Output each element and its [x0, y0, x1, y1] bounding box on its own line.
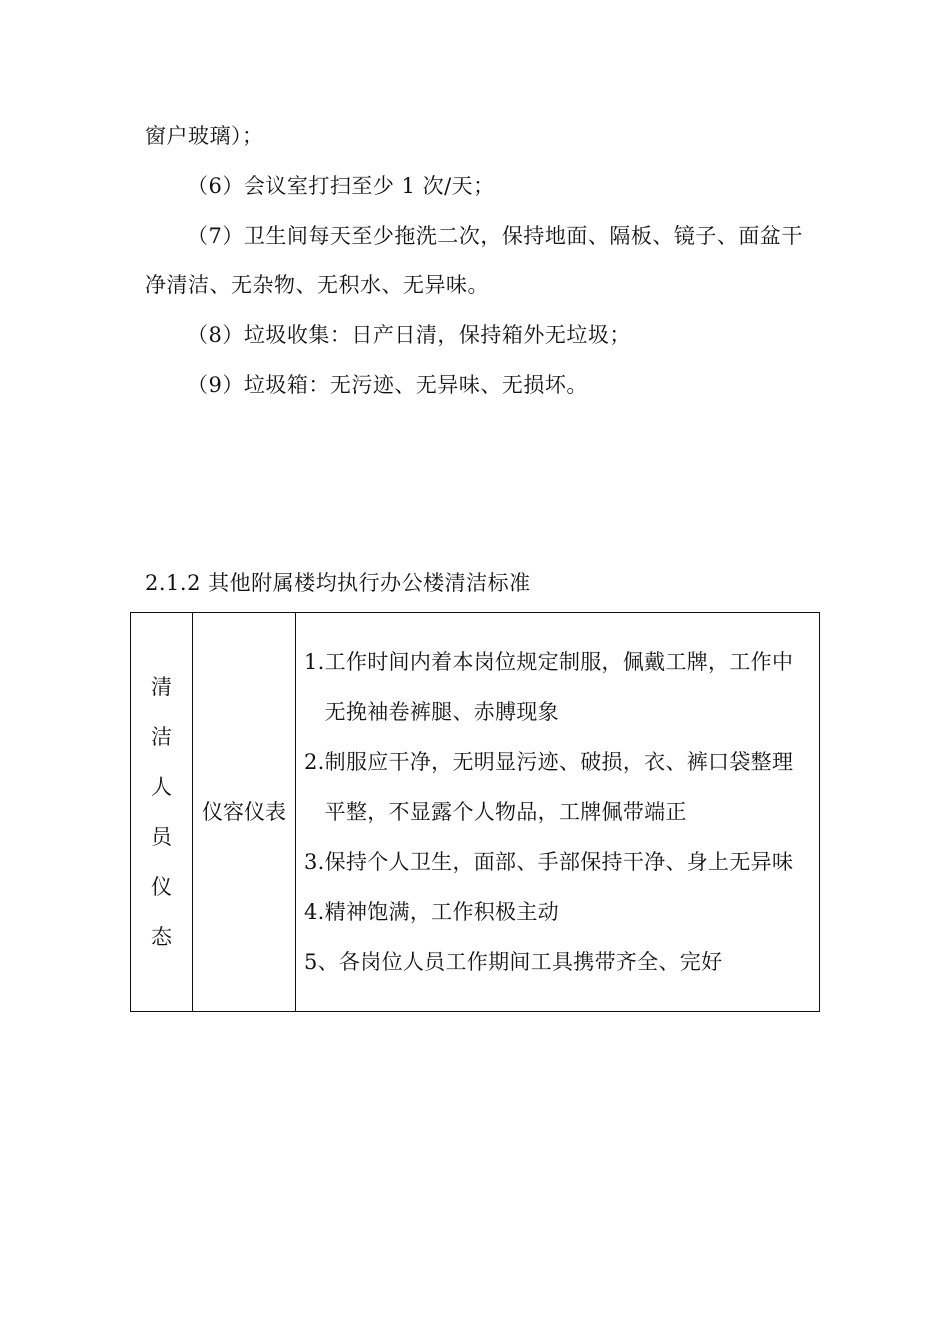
list-item: [304, 937, 813, 987]
paragraph-item-8: （8）垃圾收集：日产日清，保持箱外无垃圾；: [187, 323, 631, 347]
category-cell: [131, 613, 193, 1012]
section-heading: 2.1.2 其他附属楼均执行办公楼清洁标准: [145, 571, 531, 595]
table-row: [131, 613, 820, 1012]
list-item: [304, 887, 813, 937]
subcategory-cell: 仪容仪表: [193, 613, 296, 1012]
item-text: 各岗位人员工作期间工具携带齐全、完好: [338, 950, 723, 974]
category-char: 人: [151, 775, 172, 799]
category-char: 态: [151, 925, 172, 949]
category-char: 清: [151, 675, 172, 699]
paragraph-item-7-continued: 净清洁、无杂物、无积水、无异味。: [145, 273, 489, 297]
paragraph-item-7: （7）卫生间每天至少拖洗二次，保持地面、隔板、镜子、面盆干: [187, 224, 803, 248]
list-item: [304, 737, 813, 837]
item-text: 工作时间内着本岗位规定制服，佩戴工牌，工作中无挽袖卷裤腿、赤膊现象: [324, 650, 794, 724]
item-text: 保持个人卫生，面部、手部保持干净、身上无异味: [324, 850, 794, 874]
requirements-cell: [296, 613, 820, 1012]
paragraph-line: 窗户玻璃）；: [145, 124, 264, 148]
category-char: 仪: [151, 875, 172, 899]
list-item: [304, 837, 813, 887]
item-number: 3.: [304, 850, 325, 874]
item-number: 1.: [304, 650, 325, 674]
paragraph-item-6: （6）会议室打扫至少 1 次/天；: [187, 174, 495, 198]
item-number: 4.: [304, 900, 325, 924]
item-text: 精神饱满，工作积极主动: [324, 900, 559, 924]
list-item: [304, 637, 813, 737]
item-number: 5、: [304, 950, 339, 974]
category-char: 洁: [151, 725, 172, 749]
cleaning-standard-table: [130, 612, 820, 1012]
category-char: 员: [151, 825, 172, 849]
item-number: 2.: [304, 750, 325, 774]
item-text: 制服应干净，无明显污迹、破损，衣、裤口袋整理平整，不显露个人物品，工牌佩带端正: [324, 750, 794, 824]
paragraph-item-9: （9）垃圾箱：无污迹、无异味、无损坏。: [187, 373, 588, 397]
